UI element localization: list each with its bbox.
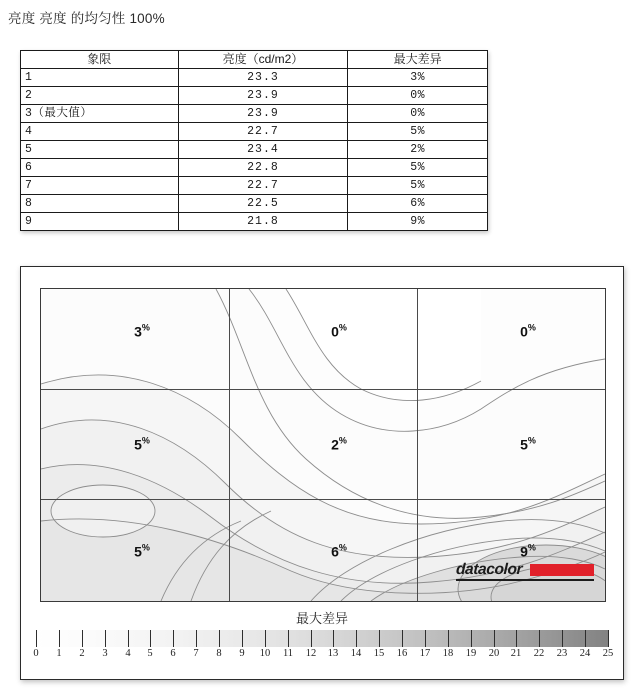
datacolor-logo-underline	[456, 579, 594, 581]
quadrant-label-7-value: 5	[134, 543, 142, 560]
cell-quadrant: 6	[21, 159, 179, 177]
legend-tick	[402, 630, 403, 647]
legend-tick-label: 24	[579, 648, 591, 659]
legend-tick-label: 22	[533, 648, 545, 659]
quadrant-label-8-value: 6	[331, 543, 339, 560]
legend-title: 最大差异	[295, 611, 348, 626]
cell-luminance: 22.7	[178, 123, 348, 141]
legend-tick	[494, 630, 495, 647]
quadrant-label-4	[134, 436, 150, 453]
legend-tick-label: 5	[147, 648, 153, 659]
cell-luminance: 23.9	[178, 105, 348, 123]
cell-quadrant: 7	[21, 177, 179, 195]
legend-tick	[608, 630, 609, 647]
page-title: 亮度 亮度 的均匀性 100%	[8, 11, 165, 26]
quadrant-label-9-value: 9	[520, 543, 528, 560]
legend-tick	[448, 630, 449, 647]
legend-tick-label: 12	[305, 648, 317, 659]
cell-quadrant: 1	[21, 69, 179, 87]
legend-tick-label: 11	[282, 648, 294, 659]
grid-line-vertical-1	[229, 289, 230, 601]
legend-tick-labels	[33, 648, 614, 662]
legend-tick	[173, 630, 174, 647]
table-header	[21, 51, 488, 69]
legend-tick	[288, 630, 289, 647]
grid-line-horizontal-2	[41, 499, 605, 500]
quadrant-label-9	[520, 543, 536, 560]
cell-luminance: 23.9	[178, 87, 348, 105]
legend-tick-label: 2	[79, 648, 85, 659]
legend-colorbar	[35, 630, 609, 647]
table-row	[21, 69, 488, 87]
quadrant-label-4-unit: %	[141, 435, 150, 446]
quadrant-label-3	[520, 323, 536, 340]
cell-deviation: 2%	[348, 141, 488, 159]
uniformity-table	[20, 50, 488, 231]
legend-tick	[105, 630, 106, 647]
legend-tick	[242, 630, 243, 647]
datacolor-logo-text: datacolor	[455, 561, 523, 578]
legend-tick-label: 7	[193, 648, 199, 659]
quadrant-label-2-unit: %	[338, 322, 347, 333]
quadrant-label-6	[520, 436, 536, 453]
table-row	[21, 213, 488, 231]
quadrant-label-5	[331, 436, 347, 453]
quadrant-label-1	[134, 323, 150, 340]
quadrant-label-3-unit: %	[527, 322, 536, 333]
cell-luminance: 22.5	[178, 195, 348, 213]
grid-line-vertical-2	[417, 289, 418, 601]
cell-luminance: 22.8	[178, 159, 348, 177]
quadrant-label-2-value: 0	[331, 323, 339, 340]
cell-deviation: 0%	[348, 105, 488, 123]
table-row	[21, 141, 488, 159]
legend-tick-label: 1	[56, 648, 62, 659]
legend-tick-label: 18	[442, 648, 454, 659]
legend-tick	[36, 630, 37, 647]
cell-deviation: 5%	[348, 159, 488, 177]
legend-tick	[356, 630, 357, 647]
cell-luminance: 23.3	[178, 69, 348, 87]
cell-deviation: 9%	[348, 213, 488, 231]
quadrant-label-1-unit: %	[141, 322, 150, 333]
legend-tick-label: 4	[125, 648, 131, 659]
table-row	[21, 105, 488, 123]
table-header-row	[21, 51, 488, 69]
table-row	[21, 195, 488, 213]
cell-deviation: 5%	[348, 177, 488, 195]
legend-tick-label: 23	[556, 648, 568, 659]
datacolor-logo-bar	[530, 564, 594, 576]
cell-luminance: 23.4	[178, 141, 348, 159]
cell-deviation: 6%	[348, 195, 488, 213]
quadrant-label-6-unit: %	[527, 435, 536, 446]
legend-tick	[516, 630, 517, 647]
legend-tick-label: 8	[216, 648, 222, 659]
quadrant-label-4-value: 5	[134, 436, 142, 453]
legend-tick	[59, 630, 60, 647]
column-header-quadrant: 象限	[21, 51, 179, 69]
quadrant-label-5-unit: %	[338, 435, 347, 446]
quadrant-label-3-value: 0	[520, 323, 528, 340]
quadrant-label-2	[331, 323, 347, 340]
legend-tick	[82, 630, 83, 647]
table-row	[21, 159, 488, 177]
datacolor-logo	[456, 561, 596, 585]
cell-deviation: 0%	[348, 87, 488, 105]
table-row	[21, 87, 488, 105]
legend-tick	[128, 630, 129, 647]
cell-quadrant: 8	[21, 195, 179, 213]
contour-plot-area	[40, 288, 606, 602]
legend-tick	[471, 630, 472, 647]
legend-tick	[265, 630, 266, 647]
cell-luminance: 21.8	[178, 213, 348, 231]
legend-tick-label: 9	[239, 648, 245, 659]
quadrant-label-7-unit: %	[141, 542, 150, 553]
quadrant-label-8-unit: %	[338, 542, 347, 553]
cell-quadrant: 3（最大值）	[21, 105, 179, 123]
legend-tick-label: 10	[259, 648, 271, 659]
legend-tick	[219, 630, 220, 647]
uniformity-chart-panel	[20, 266, 624, 680]
legend-tick-label: 15	[373, 648, 385, 659]
legend-tick	[333, 630, 334, 647]
legend-tick-label: 3	[102, 648, 108, 659]
legend-tick-label: 17	[419, 648, 431, 659]
cell-luminance: 22.7	[178, 177, 348, 195]
legend-tick-label: 20	[488, 648, 500, 659]
cell-quadrant: 9	[21, 213, 179, 231]
cell-deviation: 3%	[348, 69, 488, 87]
grid-line-horizontal-1	[41, 389, 605, 390]
cell-deviation: 5%	[348, 123, 488, 141]
legend-tick	[150, 630, 151, 647]
column-header-deviation: 最大差异	[348, 51, 488, 69]
legend-tick-label: 21	[510, 648, 522, 659]
cell-quadrant: 5	[21, 141, 179, 159]
legend-tick-label: 25	[602, 648, 614, 659]
legend-tick	[425, 630, 426, 647]
legend-tick	[379, 630, 380, 647]
quadrant-label-8	[331, 543, 347, 560]
column-header-luminance: 亮度（cd/m2）	[178, 51, 348, 69]
table-row	[21, 177, 488, 195]
table-row	[21, 123, 488, 141]
cell-quadrant: 4	[21, 123, 179, 141]
uniformity-table-wrapper	[20, 50, 488, 231]
quadrant-label-6-value: 5	[520, 436, 528, 453]
legend-tick	[196, 630, 197, 647]
quadrant-label-9-unit: %	[527, 542, 536, 553]
legend-tick-label: 14	[350, 648, 362, 659]
legend-tick-label: 0	[33, 648, 39, 659]
quadrant-label-7	[134, 543, 150, 560]
table-body	[21, 69, 488, 231]
quadrant-label-1-value: 3	[134, 323, 142, 340]
legend-tick	[562, 630, 563, 647]
cell-quadrant: 2	[21, 87, 179, 105]
legend-tick-label: 19	[465, 648, 477, 659]
quadrant-label-5-value: 2	[331, 436, 339, 453]
legend-tick	[585, 630, 586, 647]
legend-tick-label: 6	[170, 648, 176, 659]
legend-gradient	[35, 630, 609, 647]
legend-tick	[539, 630, 540, 647]
legend-tick-label: 13	[327, 648, 339, 659]
legend-tick	[311, 630, 312, 647]
legend-tick-label: 16	[396, 648, 408, 659]
